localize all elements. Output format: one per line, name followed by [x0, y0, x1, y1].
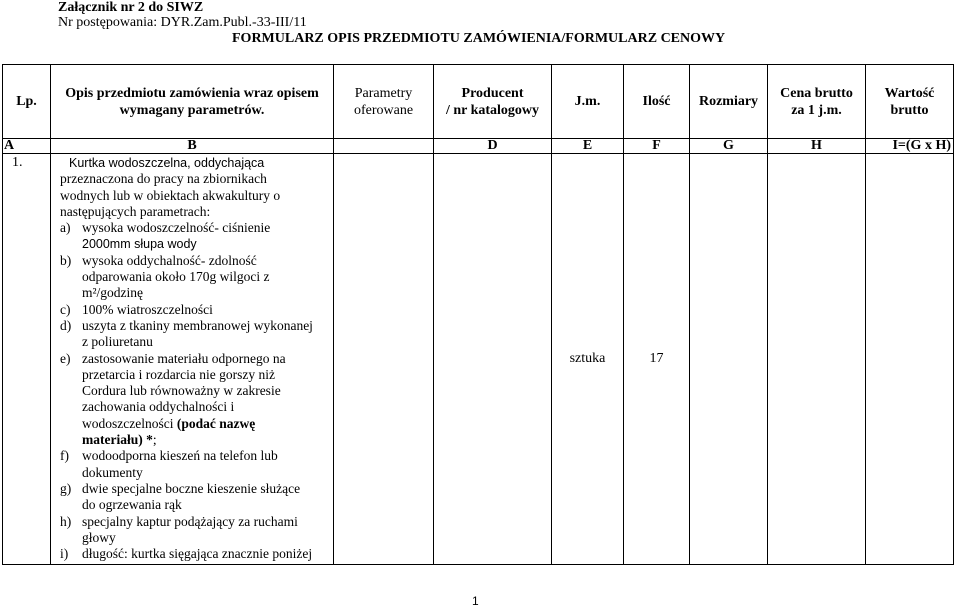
attachment-label: Załącznik nr 2 do SIWZ — [58, 0, 204, 15]
sizes-cell[interactable] — [690, 154, 768, 565]
list-item: a) wysoka wodoszczelność- ciśnienie 2000mm słupa wody — [60, 220, 271, 252]
item-description: Kurtka wodoszczelna, oddychająca przeznaczona do pracy na zbiornikach wodnych lub w obiektach akwakultury o następujących parametrach: a) wysoka wodoszczelność- ciśnienie 2000mm słupa wody b) wysoka oddychalność- zdolność odparowania około 170g wilgoci z m²/godzinę c) 100% wiatroszczelności d) uszyta z tkaniny membranowej wykonanej z poliuretanu e) zastosowanie materiału odpornego na przetarcia i rozdarcia nie gorszy niż Cordura lub równoważny w zakresie zachowania oddychalności i wodoszczelności (podać nazwę materiału) *; f) wodoodporna kieszeń na telefon lub dokumenty g) dwie specjalne boczne kieszenie służące do ogrzewania rąk h) specjalny kaptur podążający za ruchami głowy i) długość: kurtka sięgająca znacznie poniżej — [51, 154, 334, 565]
col-parameters-header: Parametry oferowane — [334, 65, 434, 139]
unit-price-cell[interactable] — [768, 154, 866, 565]
list-item: c) 100% wiatroszczelności — [60, 301, 213, 317]
letter-i: I=(G x H) — [866, 139, 954, 154]
col-value-header: Wartość brutto — [866, 65, 954, 139]
letter-g: G — [690, 139, 768, 154]
col-description-header: Opis przedmiotu zamówienia wraz opisem wymagany parametrów. — [51, 65, 334, 139]
header-row — [3, 65, 954, 139]
offered-parameters-cell[interactable] — [334, 154, 434, 565]
letter-f: F — [624, 139, 690, 154]
page-number: 1 — [472, 594, 479, 608]
list-item: b) wysoka oddychalność- zdolność odparowania około 170g wilgoci z m²/godzinę — [60, 252, 270, 301]
list-item: e) zastosowanie materiału odpornego na przetarcia i rozdarcia nie gorszy niż Cordura lub równoważny w zakresie zachowania oddychalności i wodoszczelności (podać nazwę materiału) *; — [60, 350, 286, 448]
value-cell[interactable] — [866, 154, 954, 565]
quantity-cell: 17 — [624, 154, 690, 565]
letter-c — [334, 139, 434, 154]
letter-b: B — [51, 139, 334, 154]
col-unit-price-header: Cena brutto za 1 j.m. — [768, 65, 866, 139]
col-lp-header: Lp. — [3, 65, 51, 139]
column-letters-row — [3, 139, 954, 154]
case-number: Nr postępowania: DYR.Zam.Publ.-33-III/11 — [58, 15, 307, 30]
form-title: FORMULARZ OPIS PRZEDMIOTU ZAMÓWIENIA/FORMULARZ CENOWY — [232, 31, 726, 46]
letter-a: A — [3, 139, 51, 154]
list-item: f) wodoodporna kieszeń na telefon lub dokumenty — [60, 448, 278, 480]
list-item: i) długość: kurtka sięgająca znacznie poniżej — [60, 546, 313, 562]
col-sizes-header: Rozmiary — [690, 65, 768, 139]
producer-cell[interactable] — [434, 154, 552, 565]
list-item: h) specjalny kaptur podążający za ruchami głowy — [60, 513, 298, 545]
table-row — [3, 154, 954, 565]
col-quantity-header: Ilość — [624, 65, 690, 139]
col-producer-header: Producent / nr katalogowy — [434, 65, 552, 139]
row-number: 1. — [3, 154, 51, 565]
letter-e: E — [552, 139, 624, 154]
list-item: d) uszyta z tkaniny membranowej wykonanej z poliuretanu — [60, 317, 313, 350]
list-item: g) dwie specjalne boczne kieszenie służące do ogrzewania rąk — [60, 480, 301, 513]
letter-d: D — [434, 139, 552, 154]
specification-table — [2, 64, 954, 565]
unit-cell: sztuka — [552, 154, 624, 565]
letter-h: H — [768, 139, 866, 154]
col-unit-header: J.m. — [552, 65, 624, 139]
